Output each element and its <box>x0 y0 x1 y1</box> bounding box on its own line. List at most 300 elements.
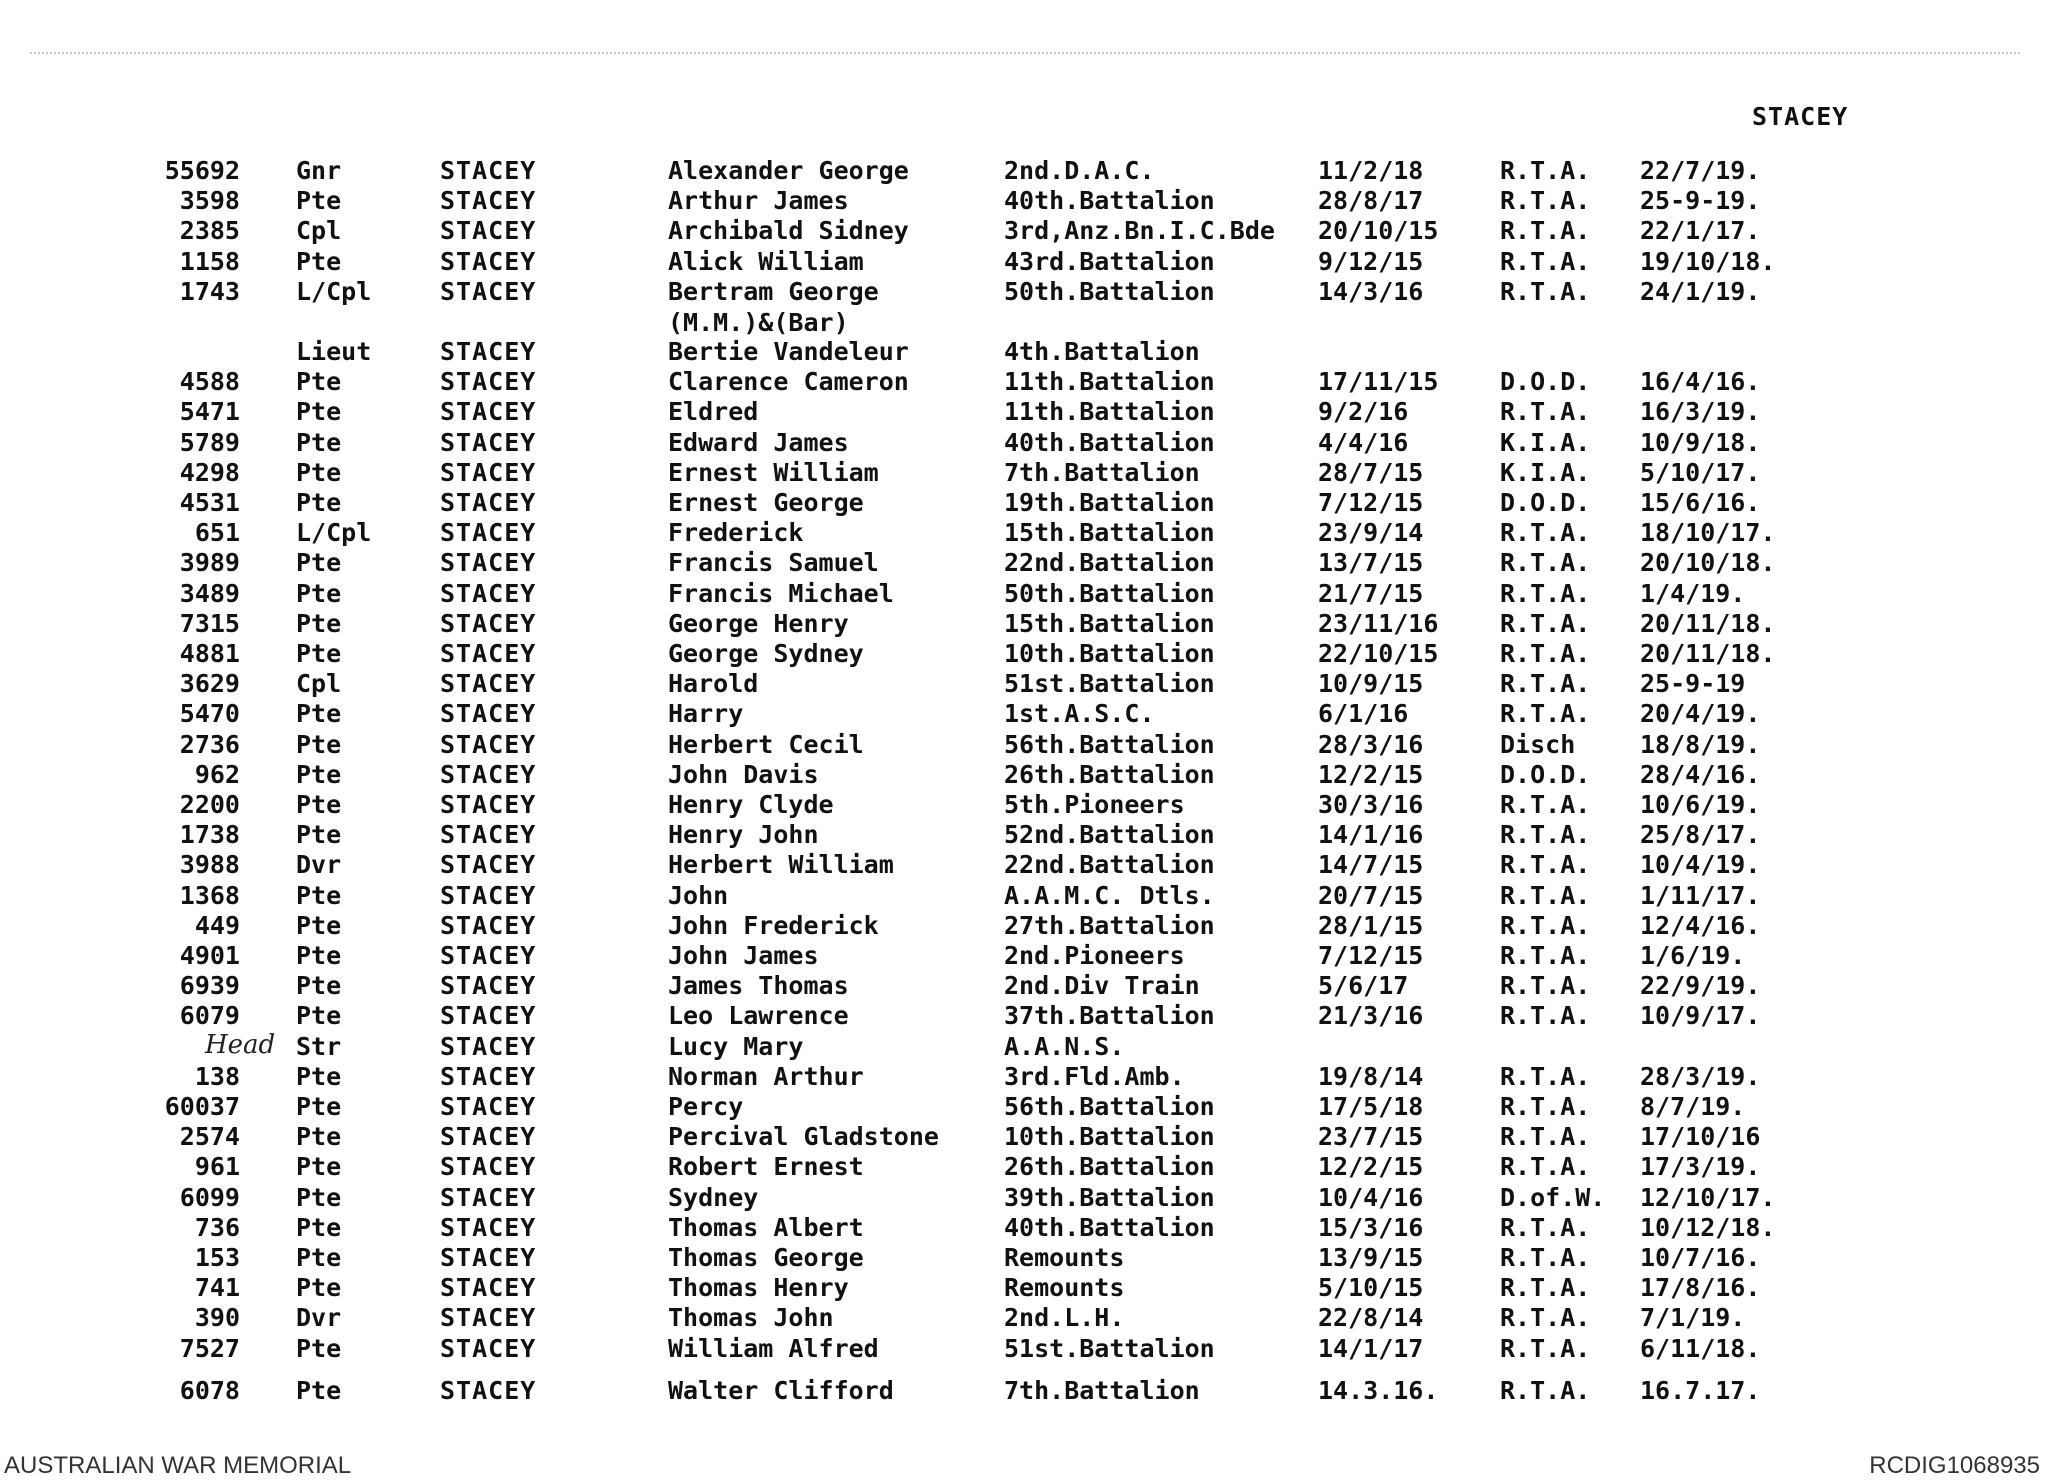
award-note: (M.M.)&(Bar) <box>668 308 849 337</box>
rank: Pte <box>296 457 342 487</box>
table-row <box>0 367 2048 397</box>
enlistment-date: 28/7/15 <box>1318 457 1424 487</box>
given-names: Robert Ernest <box>668 1152 864 1182</box>
enlistment-date: 28/8/17 <box>1318 186 1424 216</box>
unit: 40th.Battalion <box>1004 186 1215 216</box>
unit: 15th.Battalion <box>1004 608 1215 638</box>
fate: Disch <box>1500 729 1576 759</box>
given-names: Ernest William <box>668 457 879 487</box>
rank: Dvr <box>296 1303 342 1333</box>
rank: Pte <box>296 1333 342 1363</box>
service-number: 961 <box>194 1152 240 1182</box>
fate: R.T.A. <box>1500 1333 1591 1363</box>
table-row <box>0 216 2048 246</box>
fate-date: 22/9/19. <box>1640 971 1761 1001</box>
fate: R.T.A. <box>1500 910 1591 940</box>
given-names: Herbert Cecil <box>668 729 864 759</box>
enlistment-date: 10/4/16 <box>1318 1182 1424 1212</box>
fate: R.T.A. <box>1500 186 1591 216</box>
rank: Pte <box>296 367 342 397</box>
surname: STACEY <box>440 397 537 427</box>
rank: Pte <box>296 1243 342 1272</box>
unit: 2nd.Div Train <box>1004 971 1200 1001</box>
given-names: Henry Clyde <box>668 790 834 819</box>
unit: Remounts <box>1004 1243 1125 1272</box>
unit: 7th.Battalion <box>1004 1375 1200 1405</box>
surname: STACEY <box>440 941 537 970</box>
surname: STACEY <box>440 1122 537 1152</box>
unit: 51st.Battalion <box>1004 1333 1215 1363</box>
service-number: 6079 <box>179 1001 240 1031</box>
given-names: Bertie Vandeleur <box>668 337 909 366</box>
given-names: George Henry <box>668 608 849 638</box>
given-names: Alexander George <box>668 156 909 185</box>
rank: Pte <box>296 608 342 638</box>
enlistment-date: 14/3/16 <box>1318 276 1424 306</box>
fate-date: 25/8/17. <box>1640 820 1761 850</box>
rank: Pte <box>296 1122 342 1152</box>
fate-date: 10/6/19. <box>1640 790 1761 819</box>
given-names: Walter Clifford <box>668 1375 894 1405</box>
service-number: 3629 <box>179 669 240 699</box>
given-names: Thomas Henry <box>668 1273 849 1303</box>
surname: STACEY <box>440 910 537 940</box>
enlistment-date: 22/10/15 <box>1318 639 1439 668</box>
fate: R.T.A. <box>1500 548 1591 578</box>
surname-header: STACEY <box>1752 102 1849 131</box>
service-number: 449 <box>194 910 240 940</box>
surname: STACEY <box>440 880 537 910</box>
unit: 22nd.Battalion <box>1004 548 1215 578</box>
service-number: 3988 <box>179 850 240 880</box>
rank: Pte <box>296 1182 342 1212</box>
table-row <box>0 579 2048 609</box>
scan-speckle-line <box>30 52 2020 54</box>
unit: 56th.Battalion <box>1004 729 1215 759</box>
unit: 50th.Battalion <box>1004 276 1215 306</box>
enlistment-date: 15/3/16 <box>1318 1212 1424 1242</box>
enlistment-date: 28/1/15 <box>1318 910 1424 940</box>
given-names: Thomas John <box>668 1303 834 1333</box>
surname: STACEY <box>440 457 537 487</box>
given-names: William Alfred <box>668 1333 879 1363</box>
surname: STACEY <box>440 1031 537 1061</box>
unit: 2nd.Pioneers <box>1004 941 1185 970</box>
fate-date: 6/11/18. <box>1640 1333 1761 1363</box>
given-names: Alick William <box>668 246 864 276</box>
rank: Cpl <box>296 669 342 699</box>
table-row <box>0 337 2048 367</box>
fate: R.T.A. <box>1500 850 1591 880</box>
enlistment-date: 17/11/15 <box>1318 367 1439 397</box>
table-row <box>0 820 2048 850</box>
rank: Pte <box>296 910 342 940</box>
fate-date: 16/4/16. <box>1640 367 1761 397</box>
unit: 2nd.D.A.C. <box>1004 156 1155 185</box>
surname: STACEY <box>440 156 537 185</box>
surname: STACEY <box>440 971 537 1001</box>
service-number: 2736 <box>179 729 240 759</box>
unit: 2nd.L.H. <box>1004 1303 1125 1333</box>
service-number: 390 <box>194 1303 240 1333</box>
table-row <box>0 458 2048 488</box>
table-row <box>0 1376 2048 1406</box>
fate-date: 1/6/19. <box>1640 941 1746 970</box>
table-row <box>0 639 2048 669</box>
unit: 52nd.Battalion <box>1004 820 1215 850</box>
given-names: Eldred <box>668 397 759 427</box>
table-row <box>0 277 2048 307</box>
service-number: 5471 <box>179 397 240 427</box>
fate-date: 18/10/17. <box>1640 518 1776 548</box>
surname: STACEY <box>440 246 537 276</box>
service-number: 3598 <box>179 186 240 216</box>
given-names: Archibald Sidney <box>668 216 909 246</box>
table-row <box>0 1152 2048 1182</box>
fate: R.T.A. <box>1500 669 1591 699</box>
fate-date: 10/9/18. <box>1640 427 1761 457</box>
fate-date: 17/10/16 <box>1640 1122 1761 1152</box>
enlistment-date: 21/7/15 <box>1318 578 1424 608</box>
table-row <box>0 609 2048 639</box>
given-names: Clarence Cameron <box>668 367 909 397</box>
fate-date: 17/3/19. <box>1640 1152 1761 1182</box>
table-row <box>0 186 2048 216</box>
fate: D.O.D. <box>1500 759 1591 789</box>
given-names: Lucy Mary <box>668 1031 804 1061</box>
service-number: 2200 <box>179 790 240 819</box>
fate: R.T.A. <box>1500 971 1591 1001</box>
surname: STACEY <box>440 1273 537 1303</box>
rank: L/Cpl <box>296 518 372 548</box>
enlistment-date: 17/5/18 <box>1318 1092 1424 1121</box>
enlistment-date: 20/7/15 <box>1318 880 1424 910</box>
service-number: 1743 <box>179 276 240 306</box>
surname: STACEY <box>440 548 537 578</box>
given-names: Leo Lawrence <box>668 1001 849 1031</box>
service-number: 3989 <box>179 548 240 578</box>
unit: 26th.Battalion <box>1004 759 1215 789</box>
enlistment-date: 14/7/15 <box>1318 850 1424 880</box>
fate-date: 10/7/16. <box>1640 1243 1761 1272</box>
unit: 43rd.Battalion <box>1004 246 1215 276</box>
enlistment-date: 14.3.16. <box>1318 1375 1439 1405</box>
fate: R.T.A. <box>1500 639 1591 668</box>
fate-date: 20/11/18. <box>1640 639 1776 668</box>
service-number: 1158 <box>179 246 240 276</box>
unit: 22nd.Battalion <box>1004 850 1215 880</box>
unit: 39th.Battalion <box>1004 1182 1215 1212</box>
rank: Pte <box>296 1061 342 1091</box>
surname: STACEY <box>440 639 537 668</box>
surname: STACEY <box>440 276 537 306</box>
fate-date: 8/7/19. <box>1640 1092 1746 1121</box>
service-number: 6099 <box>179 1182 240 1212</box>
fate: K.I.A. <box>1500 427 1591 457</box>
unit: 19th.Battalion <box>1004 488 1215 517</box>
rank: Pte <box>296 880 342 910</box>
rank: Str <box>296 1031 342 1061</box>
service-number: 7315 <box>179 608 240 638</box>
given-names: Percival Gladstone <box>668 1122 939 1152</box>
table-row <box>0 1334 2048 1364</box>
enlistment-date: 14/1/16 <box>1318 820 1424 850</box>
enlistment-date: 23/11/16 <box>1318 608 1439 638</box>
unit: 11th.Battalion <box>1004 367 1215 397</box>
service-number: 2385 <box>179 216 240 246</box>
service-number: 741 <box>194 1273 240 1303</box>
fate-date: 17/8/16. <box>1640 1273 1761 1303</box>
rank: Pte <box>296 427 342 457</box>
unit: 3rd.Fld.Amb. <box>1004 1061 1185 1091</box>
surname: STACEY <box>440 790 537 819</box>
fate-date: 7/1/19. <box>1640 1303 1746 1333</box>
given-names: Norman Arthur <box>668 1061 864 1091</box>
rank: Gnr <box>296 156 342 185</box>
enlistment-date: 22/8/14 <box>1318 1303 1424 1333</box>
given-names: John <box>668 880 729 910</box>
table-row <box>0 397 2048 427</box>
service-number: 651 <box>194 518 240 548</box>
enlistment-date: 13/7/15 <box>1318 548 1424 578</box>
surname: STACEY <box>440 186 537 216</box>
enlistment-date: 11/2/18 <box>1318 156 1424 185</box>
fate: R.T.A. <box>1500 397 1591 427</box>
footer-institution: AUSTRALIAN WAR MEMORIAL <box>4 1452 352 1479</box>
fate: R.T.A. <box>1500 276 1591 306</box>
unit: Remounts <box>1004 1273 1125 1303</box>
rank: Lieut <box>296 337 372 366</box>
given-names: James Thomas <box>668 971 849 1001</box>
fate: R.T.A. <box>1500 216 1591 246</box>
table-row <box>0 548 2048 578</box>
given-names: Harold <box>668 669 759 699</box>
fate-date: 15/6/16. <box>1640 488 1761 517</box>
fate: D.O.D. <box>1500 488 1591 517</box>
service-number: 5789 <box>179 427 240 457</box>
rank: Pte <box>296 186 342 216</box>
table-row <box>0 1092 2048 1122</box>
fate: R.T.A. <box>1500 1375 1591 1405</box>
surname: STACEY <box>440 1333 537 1363</box>
surname: STACEY <box>440 1375 537 1405</box>
fate: R.T.A. <box>1500 1092 1591 1121</box>
rank: Pte <box>296 759 342 789</box>
fate-date: 20/11/18. <box>1640 608 1776 638</box>
unit: 50th.Battalion <box>1004 578 1215 608</box>
rank: Cpl <box>296 216 342 246</box>
unit: 7th.Battalion <box>1004 457 1200 487</box>
unit: 4th.Battalion <box>1004 337 1200 366</box>
service-number: 5470 <box>179 699 240 729</box>
enlistment-date: 23/9/14 <box>1318 518 1424 548</box>
enlistment-date: 13/9/15 <box>1318 1243 1424 1272</box>
fate: D.of.W. <box>1500 1182 1606 1212</box>
given-names: Ernest George <box>668 488 864 517</box>
given-names: Francis Michael <box>668 578 894 608</box>
rank: Pte <box>296 941 342 970</box>
fate-date: 19/10/18. <box>1640 246 1776 276</box>
enlistment-date: 7/12/15 <box>1318 941 1424 970</box>
surname: STACEY <box>440 1001 537 1031</box>
fate: R.T.A. <box>1500 1061 1591 1091</box>
given-names: Arthur James <box>668 186 849 216</box>
surname: STACEY <box>440 427 537 457</box>
given-names: Sydney <box>668 1182 759 1212</box>
service-number: 7527 <box>179 1333 240 1363</box>
fate-date: 16.7.17. <box>1640 1375 1761 1405</box>
fate-date: 20/4/19. <box>1640 699 1761 729</box>
table-row <box>0 730 2048 760</box>
fate: R.T.A. <box>1500 608 1591 638</box>
rank: Pte <box>296 971 342 1001</box>
table-row <box>0 1303 2048 1333</box>
rank: Pte <box>296 1152 342 1182</box>
service-number: 3489 <box>179 578 240 608</box>
enlistment-date: 5/6/17 <box>1318 971 1409 1001</box>
table-row <box>0 941 2048 971</box>
fate: R.T.A. <box>1500 820 1591 850</box>
rank: Pte <box>296 1001 342 1031</box>
fate: K.I.A. <box>1500 457 1591 487</box>
service-number: 2574 <box>179 1122 240 1152</box>
enlistment-date: 4/4/16 <box>1318 427 1409 457</box>
fate-date: 10/9/17. <box>1640 1001 1761 1031</box>
unit: A.A.N.S. <box>1004 1031 1125 1061</box>
fate-date: 28/4/16. <box>1640 759 1761 789</box>
service-number: 60037 <box>164 1092 240 1121</box>
given-names: Edward James <box>668 427 849 457</box>
rank: Pte <box>296 488 342 517</box>
unit: 56th.Battalion <box>1004 1092 1215 1121</box>
unit: 15th.Battalion <box>1004 518 1215 548</box>
footer-record-id: RCDIG1068935 <box>1869 1452 2040 1479</box>
fate-date: 25-9-19. <box>1640 186 1761 216</box>
surname: STACEY <box>440 578 537 608</box>
enlistment-date: 23/7/15 <box>1318 1122 1424 1152</box>
enlistment-date: 19/8/14 <box>1318 1061 1424 1091</box>
enlistment-date: 9/12/15 <box>1318 246 1424 276</box>
enlistment-date: 20/10/15 <box>1318 216 1439 246</box>
surname: STACEY <box>440 1061 537 1091</box>
service-number: 736 <box>194 1212 240 1242</box>
fate-date: 24/1/19. <box>1640 276 1761 306</box>
enlistment-date: 30/3/16 <box>1318 790 1424 819</box>
given-names: Harry <box>668 699 744 729</box>
given-names: John James <box>668 941 819 970</box>
unit: 1st.A.S.C. <box>1004 699 1155 729</box>
table-row <box>0 1032 2048 1062</box>
fate: R.T.A. <box>1500 1122 1591 1152</box>
fate-date: 5/10/17. <box>1640 457 1761 487</box>
fate-date: 18/8/19. <box>1640 729 1761 759</box>
fate: R.T.A. <box>1500 156 1591 185</box>
table-row <box>0 428 2048 458</box>
fate-date: 12/4/16. <box>1640 910 1761 940</box>
service-number: 4298 <box>179 457 240 487</box>
handwritten-annotation-head: Head <box>205 1030 276 1060</box>
surname: STACEY <box>440 216 537 246</box>
fate: R.T.A. <box>1500 1001 1591 1031</box>
table-row <box>0 760 2048 790</box>
unit: 40th.Battalion <box>1004 427 1215 457</box>
enlistment-date: 5/10/15 <box>1318 1273 1424 1303</box>
fate-date: 12/10/17. <box>1640 1182 1776 1212</box>
fate: R.T.A. <box>1500 1303 1591 1333</box>
given-names: Francis Samuel <box>668 548 879 578</box>
service-number: 4531 <box>179 488 240 517</box>
surname: STACEY <box>440 337 537 366</box>
table-row <box>0 156 2048 186</box>
table-row <box>0 881 2048 911</box>
surname: STACEY <box>440 1243 537 1272</box>
given-names: Percy <box>668 1092 744 1121</box>
service-number: 1738 <box>179 820 240 850</box>
given-names: John Davis <box>668 759 819 789</box>
enlistment-date: 12/2/15 <box>1318 759 1424 789</box>
rank: Pte <box>296 1092 342 1121</box>
rank: Pte <box>296 639 342 668</box>
surname: STACEY <box>440 367 537 397</box>
table-row <box>0 850 2048 880</box>
service-number: 6939 <box>179 971 240 1001</box>
surname: STACEY <box>440 1212 537 1242</box>
rank: Pte <box>296 1212 342 1242</box>
given-names: Bertram George <box>668 276 879 306</box>
surname: STACEY <box>440 729 537 759</box>
fate-date: 16/3/19. <box>1640 397 1761 427</box>
table-row <box>0 1273 2048 1303</box>
enlistment-date: 21/3/16 <box>1318 1001 1424 1031</box>
fate-date: 10/12/18. <box>1640 1212 1776 1242</box>
fate: R.T.A. <box>1500 1243 1591 1272</box>
service-number: 4901 <box>179 941 240 970</box>
enlistment-date: 7/12/15 <box>1318 488 1424 517</box>
service-number: 138 <box>194 1061 240 1091</box>
table-row <box>0 1001 2048 1031</box>
fate: R.T.A. <box>1500 518 1591 548</box>
given-names: Thomas Albert <box>668 1212 864 1242</box>
given-names: George Sydney <box>668 639 864 668</box>
fate: R.T.A. <box>1500 578 1591 608</box>
enlistment-date: 10/9/15 <box>1318 669 1424 699</box>
table-row <box>0 1213 2048 1243</box>
table-row <box>0 669 2048 699</box>
fate-date: 1/11/17. <box>1640 880 1761 910</box>
service-number: 4881 <box>179 639 240 668</box>
fate-date: 25-9-19 <box>1640 669 1746 699</box>
fate: R.T.A. <box>1500 1273 1591 1303</box>
fate-date: 28/3/19. <box>1640 1061 1761 1091</box>
fate: R.T.A. <box>1500 1212 1591 1242</box>
fate-date: 20/10/18. <box>1640 548 1776 578</box>
fate: D.O.D. <box>1500 367 1591 397</box>
rank: Pte <box>296 548 342 578</box>
rank: Pte <box>296 397 342 427</box>
service-number: 4588 <box>179 367 240 397</box>
fate-date: 22/1/17. <box>1640 216 1761 246</box>
surname: STACEY <box>440 1182 537 1212</box>
fate-date: 22/7/19. <box>1640 156 1761 185</box>
unit: 51st.Battalion <box>1004 669 1215 699</box>
service-number: 55692 <box>164 156 240 185</box>
fate: R.T.A. <box>1500 246 1591 276</box>
surname: STACEY <box>440 1303 537 1333</box>
given-names: Frederick <box>668 518 804 548</box>
service-number: 1368 <box>179 880 240 910</box>
rank: Pte <box>296 246 342 276</box>
unit: A.A.M.C. Dtls. <box>1004 880 1215 910</box>
